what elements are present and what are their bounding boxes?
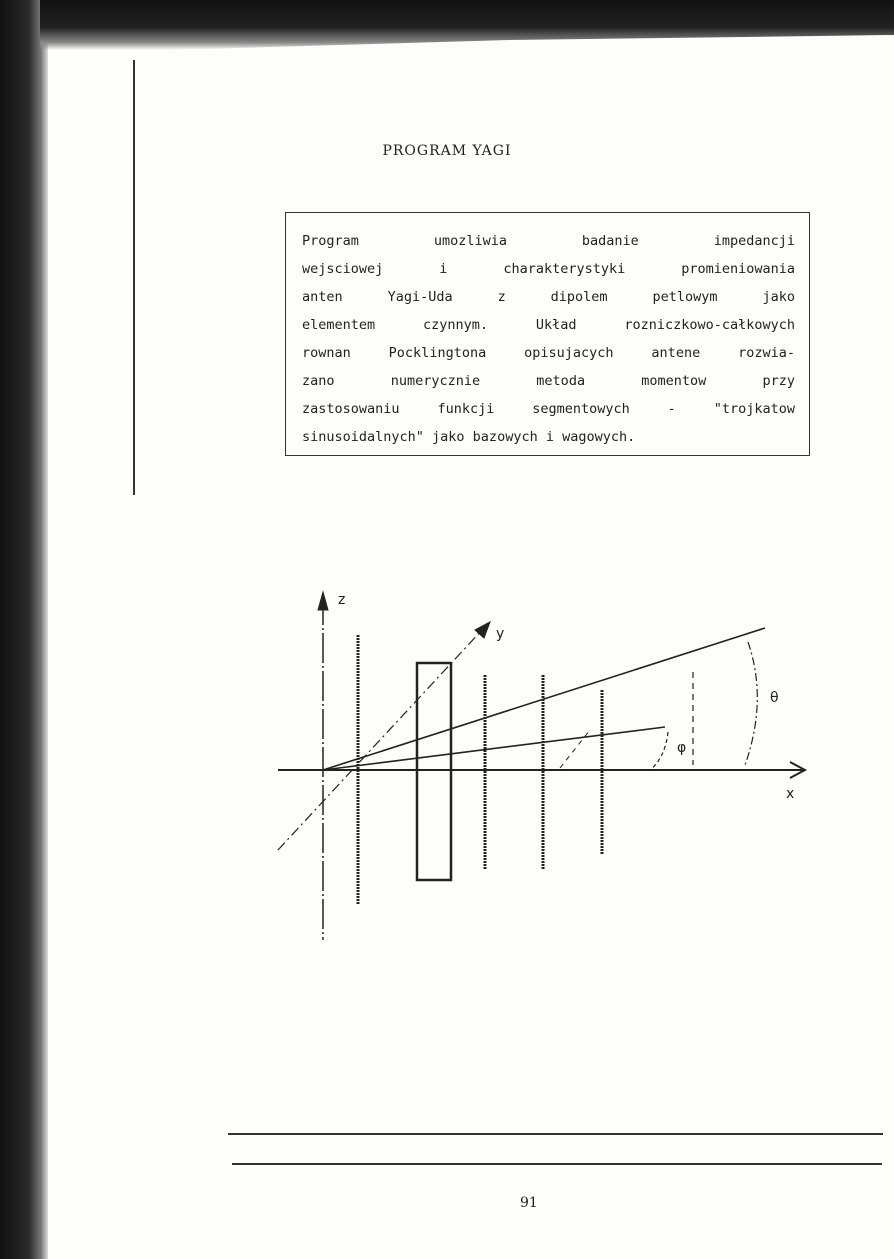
y-axis-label: y — [496, 626, 505, 642]
z-axis-label: z — [338, 592, 346, 608]
bottom-rule — [232, 1163, 882, 1165]
z-axis-arrow — [318, 592, 328, 610]
theta-label: θ — [770, 690, 779, 706]
x-axis-label: x — [786, 786, 795, 802]
theta-arc — [745, 642, 757, 765]
description-line: rownan Pocklingtona opisujacych antene rozwia- — [302, 345, 795, 361]
description-line: sinusoidalnych" jako bazowych i wagowych. — [302, 429, 636, 445]
bottom-rule — [228, 1133, 883, 1135]
folded-dipole-element — [417, 663, 451, 880]
page-title: PROGRAM YAGI — [382, 143, 512, 159]
phi-label: φ — [677, 740, 687, 756]
description-line: zano numerycznie metoda momentow przy — [302, 373, 795, 389]
description-line: elementem czynnym. Układ rozniczkowo-całkowych — [302, 317, 795, 333]
description-line: anten Yagi-Uda z dipolem petlowym jako — [302, 289, 795, 305]
page-number: 91 — [520, 1195, 538, 1211]
y-axis-arrow — [475, 622, 490, 638]
description-line: wejsciowej i charakterystyki promieniowania — [302, 261, 795, 277]
phi-arc — [650, 732, 668, 770]
description-line: zastosowaniu funkcji segmentowych - "trojkatow — [302, 401, 795, 417]
description-line: Program umozliwia badanie impedancji — [302, 233, 795, 249]
projection-line — [560, 730, 590, 768]
direction-ray-lower — [323, 727, 665, 770]
